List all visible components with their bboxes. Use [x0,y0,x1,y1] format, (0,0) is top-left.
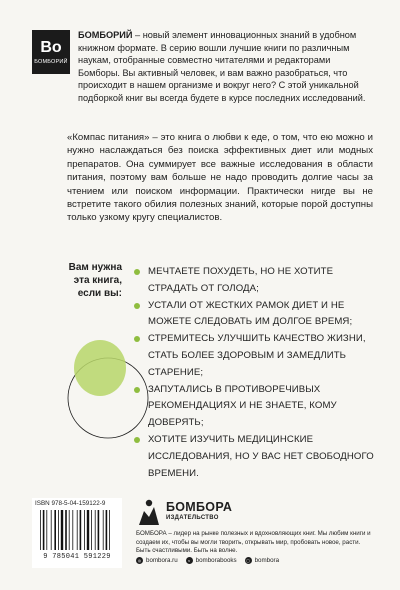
list-item [134,331,384,381]
bullet-dot-icon [134,387,140,393]
bullet-dot-icon [134,303,140,309]
logo-mark: Bo [40,38,62,56]
bullet-dot-icon [134,437,140,443]
needs-heading-line: если вы: [77,287,122,299]
isbn-text: ISBN 978-5-04-159122-9 [35,500,106,507]
contact-instagram[interactable] [245,557,279,564]
green-circle [74,340,126,396]
list-item [134,264,384,298]
list-item [134,298,384,332]
need-text: СТРЕМИТЕСЬ УЛУЧШИТЬ КАЧЕСТВО ЖИЗНИ, СТАТЬ БОЛЕЕ ЗДОРОВЫМ И ЗАМЕДЛИТЬ СТАРЕНИЕ; [148,333,366,378]
publisher-about: БОМБОРА – лидер на рынке полезных и вдохновляющих книг. Мы любим книги и создаем их, чтобы вы могли творить, открывать мир, пробовать новое, расти. Быть счастливыми. Быть на волне. [136,530,371,555]
list-item [134,382,384,432]
barcode-bars [40,510,114,550]
list-item [134,432,384,482]
need-text: ХОТИТЕ ИЗУЧИТЬ МЕДИЦИНСКИЕ ИССЛЕДОВАНИЯ, НО У ВАС НЕТ СВОБОДНОГО ВРЕМЕНИ. [148,433,374,479]
need-text: МЕЧТАЕТЕ ПОХУДЕТЬ, НО НЕ ХОТИТЕ СТРАДАТЬ ОТ ГОЛОДА; [148,266,334,294]
isbn-barcode [32,498,122,568]
contact-label: bombora.ru [146,557,178,564]
contact-website[interactable] [136,557,178,564]
needs-heading-line: эта книга, [73,274,122,286]
globe-icon: ◎ [137,558,142,563]
bullet-dot-icon [134,269,140,275]
publisher-name: БОМБОРА [166,500,233,514]
bombora-logo-icon [136,498,162,526]
contact-label: bomborabooks [195,557,237,564]
logo-word: БОМБОРИЙ [34,58,68,65]
publisher-subtitle: ИЗДАТЕЛЬСТВО [166,515,219,521]
series-intro-text: – новый элемент инновационных знаний в удобном книжном формате. В серию вошли лучшие книги по различным наукам, отобранные совместно читателями и редакторами Бомборы. Вы активный человек, и вам важно разобраться, что происходит в нашем организме и вокруг него? С этой уникальной подборкой книг вы всегда будете в курсе последних исследований. [78,30,366,103]
bullet-dot-icon [134,336,140,342]
barcode-number: 9 785041 591229 [43,553,111,561]
needs-heading [40,262,122,300]
need-text: ЗАПУТАЛИСЬ В ПРОТИВОРЕЧИВЫХ РЕКОМЕНДАЦИЯХ И НЕ ЗНАЕТЕ, КОМУ ДОВЕРЯТЬ; [148,383,337,429]
contact-vk[interactable] [186,557,237,564]
needs-heading-line: Вам нужна [68,262,122,273]
book-description: «Компас питания» – это книга о любви к еде, о том, что ею можно и нужно наслаждаться без поиска эффективных диет или модных препаратов. Она суммирует все важные исследования в области питания, поэтому вам больше не надо проводить долгие часы за чтением или поиском информации. Практически нигде вы не встретите такого обилия полезных знаний, которые порой доступны только узкому кругу специалистов. [67,132,373,224]
instagram-icon: ◻ [246,558,250,563]
contact-label: bombora [254,557,280,564]
vk-icon: v [186,557,193,564]
series-name: БОМБОРИЙ [78,30,133,40]
need-text: УСТАЛИ ОТ ЖЕСТКИХ РАМОК ДИЕТ И НЕ МОЖЕТЕ СЛЕДОВАТЬ ИМ ДОЛГОЕ ВРЕМЯ; [148,299,353,328]
needs-list [134,264,384,482]
publisher-contacts [136,557,376,564]
